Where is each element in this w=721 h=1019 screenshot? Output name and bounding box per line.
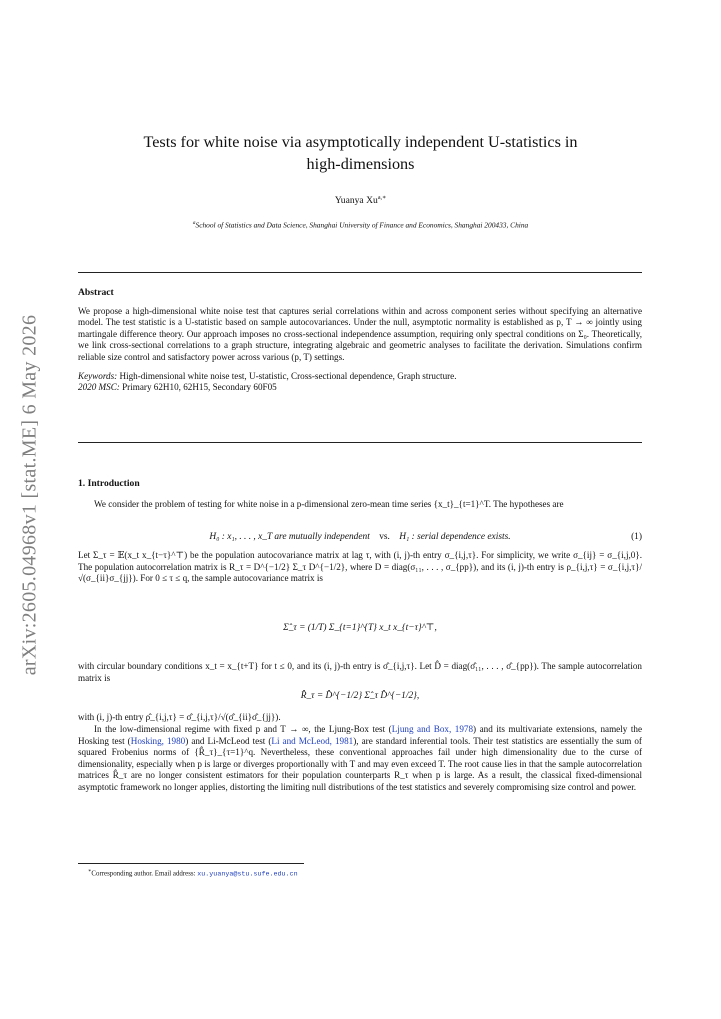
hypotheses: [78, 532, 642, 542]
null-hypothesis: H₀ : x₁, . . . , x_T are mutually independent: [209, 532, 370, 542]
affiliation-mark: a: [192, 220, 196, 226]
citation-ljung-box[interactable]: Ljung and Box, 1978: [391, 724, 474, 734]
abstract-bottom-rule: [78, 442, 642, 443]
affiliation-text: School of Statistics and Data Science, Shanghai University of Finance and Economics, Shanghai 200433, China: [195, 220, 529, 230]
msc-line: [78, 382, 642, 394]
citation-li-mcleod[interactable]: Li and McLeod, 1981: [271, 735, 354, 746]
p5-text-a: In the low-dimensional regime with fixed p and T → ∞, the Ljung-Box test (: [94, 724, 392, 734]
arxiv-sidebar-stamp: [10, 300, 50, 690]
keywords-label: Keywords:: [78, 370, 118, 381]
equation-number: (1): [631, 532, 642, 542]
equation-sample-autocorrelation: [78, 691, 642, 701]
section-heading: 1. Introduction: [78, 478, 140, 489]
title-line-1: Tests for white noise via asymptotically independent U-statistics in: [143, 133, 578, 151]
p5-text-d: ), are standard inferential tools. Their test statistics are essentially the sum of squared Frobenius norms of {R̂_τ}_{τ=1}^q. Nevertheless, these conventional approaches fail under high dimensionality due to the curse of dimensionality, especially when p is large or diverges proportionally with T and may even exceed T. The root cause lies in that the sample autocorrelation matrices R̂_τ are no longer consistent estimators for their population counterparts R_τ when p is large. As a result, the classical fixed-dimensional asymptotic framework no longer applies, distorting the limiting null distributions of the test statistics and severely compromising size control and power.: [78, 735, 642, 792]
alternative-hypothesis: H₁ : serial dependence exists.: [399, 532, 511, 542]
msc-label: 2020 MSC:: [78, 382, 120, 393]
intro-paragraph-2: Let Σ_τ = 𝔼(x_t x_{t−τ}^⊤) be the population autocovariance matrix at lag τ, with (i, j)-th entry σ_{i,j,τ}. For simplicity, we write σ_{ij} = σ_{i,j,0}. The population autocorrelation matrix is R_τ = D^{−1/2} Σ_τ D^{−1/2}, where D = diag(σ₁₁, . . . , σ_{pp}), and its (i, j)-th entry is ρ_{i,j,τ} = σ_{i,j,τ}/√(σ_{ii}σ_{jj}). For 0 ≤ τ ≤ q, the sample autocovariance matrix is: [78, 550, 642, 584]
keywords-line: [78, 371, 642, 383]
sample-autocorrelation-formula: R̂_τ = D̂^{−1/2} Σ̂_τ D̂^{−1/2},: [300, 691, 420, 701]
author-marks: a,∗: [377, 195, 387, 201]
author-name: Yuanya Xu: [334, 195, 378, 207]
abstract-heading: Abstract: [78, 287, 114, 298]
footnote-rule: [78, 863, 304, 864]
email-link[interactable]: xu.yuanya@stu.sufe.edu.cn: [197, 870, 298, 879]
intro-paragraph-4: with (i, j)-th entry ρ̂_{i,j,τ} = σ̂_{i,j,τ}/√(σ̂_{ii}σ̂_{jj}).: [78, 712, 281, 722]
footnote: [88, 868, 298, 878]
equation-sample-autocovariance: [78, 622, 642, 633]
msc-text: Primary 62H10, 62H15, Secondary 60F05: [122, 382, 277, 393]
sample-autocovariance-formula: Σ̂_τ = (1/T) Σ_{t=1}^{T} x_t x_{t−τ}^⊤,: [283, 623, 437, 633]
intro-paragraph-3: with circular boundary conditions x_t = x_{t+T} for t ≤ 0, and its (i, j)-th entry is σ̂_{i,j,τ}. Let D̂ = diag(σ̂₁₁, . . . , σ̂_{pp}). The sample autocorrelation matrix is: [78, 661, 642, 683]
paper-title: [90, 131, 631, 175]
footnote-mark: ∗: [88, 869, 92, 874]
p5-text-b: ) and its multivariate extensions, namely the Hosking test (: [78, 724, 643, 746]
affiliation: [0, 220, 721, 229]
intro-paragraph-1: We consider the problem of testing for white noise in a p-dimensional zero-mean time series {x_t}_{t=1}^T. The hypotheses are: [94, 498, 564, 509]
author-line: [0, 194, 721, 206]
abstract-text: We propose a high-dimensional white noise test that captures serial correlations within and across component series without specifying an alternative model. The test statistic is a U-statistic based on sample autocovariances. Under the null, asymptotic normality is established as p, T → ∞ jointly using martingale difference theory. Our approach imposes no cross-sectional independence assumption, requiring only spectral conditions on Σ₀. Theoretically, we link cross-sectional correlations to a graph structure, integrating algebraic and geometric analyses to facilitate the derivation. Simulations confirm reliable size control and satisfactory power across various (p, T) settings.: [78, 305, 642, 362]
footnote-text: Corresponding author. Email address:: [91, 870, 198, 878]
introduction-section: [78, 478, 642, 510]
keywords-text: High-dimensional white noise test, U-statistic, Cross-sectional dependence, Graph structure.: [119, 370, 457, 381]
abstract-block: [78, 287, 642, 394]
equation-1: [78, 532, 642, 542]
citation-hosking[interactable]: Hosking, 1980: [130, 735, 186, 746]
versus-label: vs.: [379, 532, 390, 542]
intro-paragraph-5: [78, 724, 642, 794]
abstract-top-rule: [78, 272, 642, 273]
title-line-2: high-dimensions: [306, 155, 415, 173]
p5-text-c: ) and Li-McLeod test (: [185, 735, 272, 746]
arxiv-id: arXiv:2605.04968v1 [stat.ME] 6 May 2026: [18, 314, 41, 676]
